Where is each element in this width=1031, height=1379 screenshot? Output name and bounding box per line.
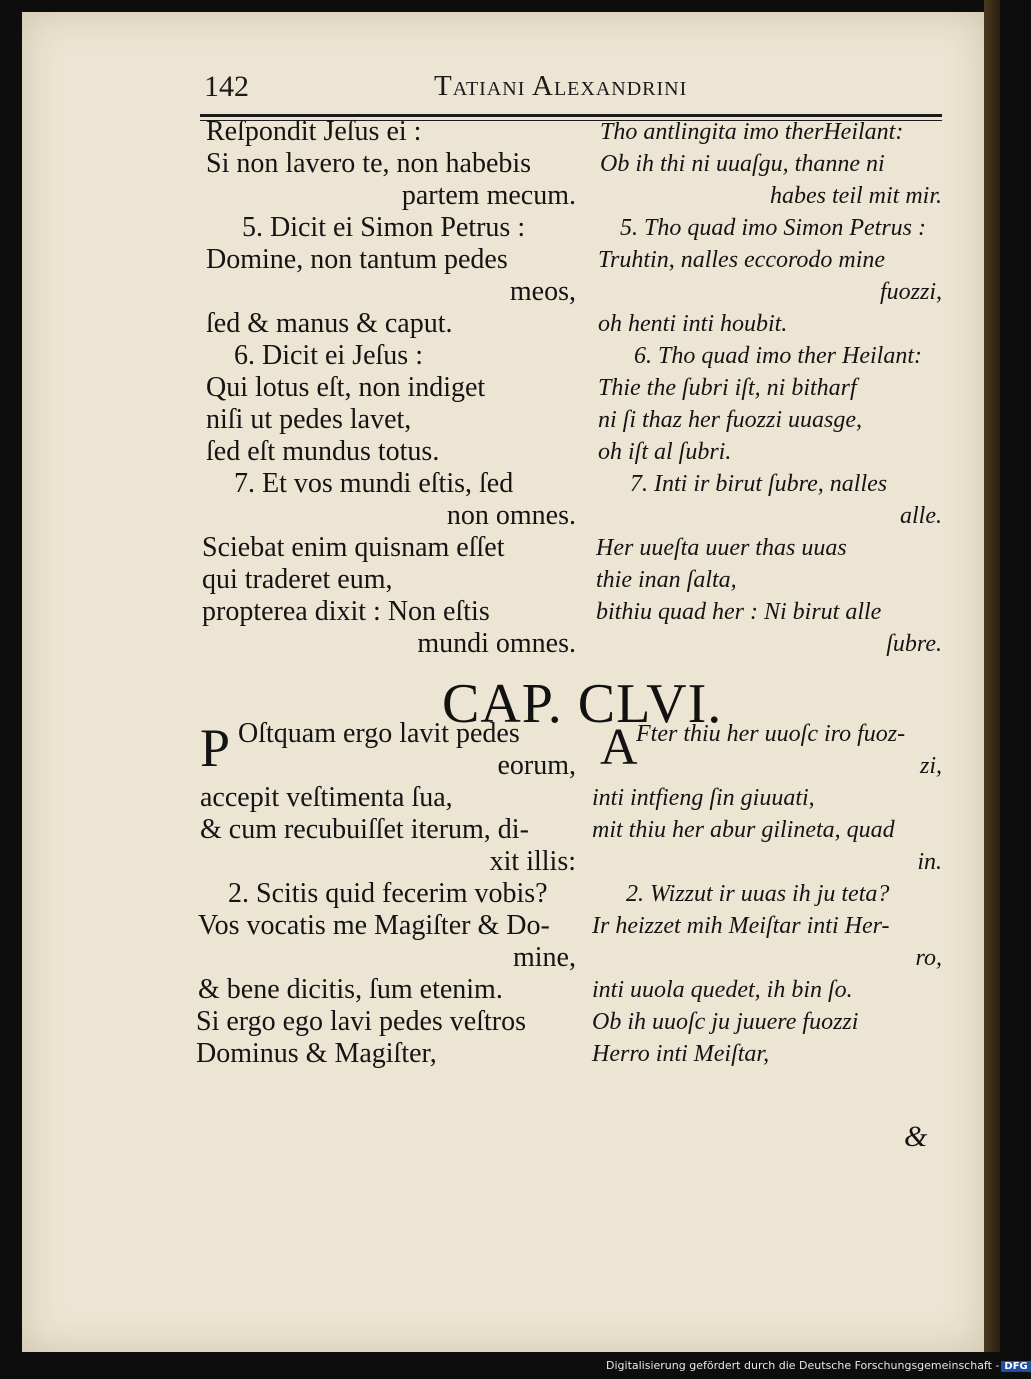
dfg-logo: DFG — [1001, 1361, 1030, 1372]
latin-line: Vos vocatis me Magiſter & Do- — [198, 910, 550, 941]
ohg-line: Tho antlingita imo therHeilant: — [600, 119, 904, 145]
ohg-line: 7. Inti ir birut ſubre, nalles — [630, 471, 888, 497]
latin-line: accepit veſtimenta ſua, — [200, 782, 453, 813]
ohg-line: inti uuola quedet, ih bin ſo. — [592, 977, 853, 1003]
ohg-line: Fter thiu her uuoſc iro fuoz- — [636, 721, 906, 747]
latin-line: 2. Scitis quid fecerim vobis? — [228, 878, 548, 909]
book-spine — [984, 0, 1000, 1352]
catchword: & — [904, 1120, 928, 1153]
chapter-heading: CAP. CLVI. — [442, 673, 723, 735]
latin-line: non omnes. — [446, 500, 576, 531]
latin-line: Oſtquam ergo lavit pedes — [238, 718, 520, 749]
ohg-line: ro, — [915, 945, 942, 971]
ohg-line: ni ſi thaz her fuozzi uuasge, — [598, 407, 863, 433]
latin-line: Domine, non tantum pedes — [206, 244, 508, 275]
latin-line: Reſpondit Jeſus ei : — [206, 116, 422, 147]
ohg-line: mit thiu her abur gilineta, quad — [592, 817, 895, 843]
digitization-credit — [606, 1359, 1031, 1372]
latin-line: 6. Dicit ei Jeſus : — [234, 340, 423, 371]
ohg-line: Ob ih thi ni uuaſgu, thanne ni — [600, 151, 885, 177]
credit-text: Digitalisierung gefördert durch die Deutsche Forschungsgemeinschaft - — [606, 1359, 1000, 1372]
ohg-line: Ir heizzet mih Meiſtar inti Her- — [592, 913, 890, 939]
latin-line: meos, — [509, 276, 576, 307]
ohg-line: 5. Tho quad imo Simon Petrus : — [620, 215, 926, 241]
ohg-line: oh iſt al ſubri. — [598, 439, 732, 465]
drop-cap-ohg: A — [600, 719, 638, 776]
book-page — [22, 12, 984, 1352]
ohg-line: Truhtin, nalles eccorodo mine — [598, 247, 886, 273]
latin-line: 5. Dicit ei Simon Petrus : — [242, 212, 526, 243]
ohg-line: Her uueſta uuer thas uuas — [596, 535, 847, 561]
drop-cap-latin: P — [200, 718, 231, 778]
ohg-line: alle. — [900, 503, 942, 529]
ohg-line: 6. Tho quad imo ther Heilant: — [634, 343, 922, 369]
latin-line: Qui lotus eſt, non indiget — [206, 372, 486, 403]
latin-line: 7. Et vos mundi eſtis, ſed — [234, 468, 514, 499]
ohg-line: Ob ih uuoſc ju juuere fuozzi — [592, 1009, 859, 1035]
latin-line: partem mecum. — [401, 180, 576, 211]
latin-line: Si ergo ego lavi pedes veſtros — [196, 1006, 526, 1037]
ohg-line: bithiu quad her : Ni birut alle — [596, 599, 882, 625]
latin-line: Dominus & Magiſter, — [196, 1038, 437, 1069]
latin-line: eorum, — [497, 750, 576, 781]
page-number: 142 — [204, 70, 249, 103]
latin-line: ſed & manus & caput. — [206, 308, 453, 339]
running-title: Tatiani Alexandrini — [434, 70, 688, 102]
latin-line: Si non lavero te, non habebis — [206, 148, 532, 179]
latin-line: Sciebat enim quisnam eſſet — [202, 532, 505, 563]
latin-line: propterea dixit : Non eſtis — [202, 596, 490, 627]
latin-line: qui traderet eum, — [202, 564, 393, 595]
ohg-line: thie inan ſalta, — [596, 567, 737, 593]
ohg-line: inti intfieng ſin giuuati, — [592, 785, 815, 811]
ohg-line: in. — [917, 849, 942, 875]
latin-line: ſed eſt mundus totus. — [206, 436, 440, 467]
ohg-line: oh henti inti houbit. — [598, 311, 788, 337]
latin-line: niſi ut pedes lavet, — [206, 404, 412, 435]
latin-line: & bene dicitis, ſum etenim. — [198, 974, 503, 1005]
latin-line: & cum recubuiſſet iterum, di- — [200, 814, 529, 845]
ohg-line: habes teil mit mir. — [770, 183, 942, 209]
ohg-line: ſubre. — [886, 631, 942, 657]
ohg-line: Herro inti Meiſtar, — [592, 1041, 770, 1067]
latin-line: xit illis: — [489, 846, 576, 877]
latin-line: mine, — [513, 942, 576, 973]
ohg-line: Thie the ſubri iſt, ni bitharf — [598, 375, 857, 401]
page-header — [22, 12, 984, 112]
ohg-line: fuozzi, — [879, 279, 942, 305]
ohg-line: zi, — [919, 753, 942, 779]
ohg-line: 2. Wizzut ir uuas ih ju teta? — [626, 881, 890, 907]
latin-line: mundi omnes. — [417, 628, 576, 659]
